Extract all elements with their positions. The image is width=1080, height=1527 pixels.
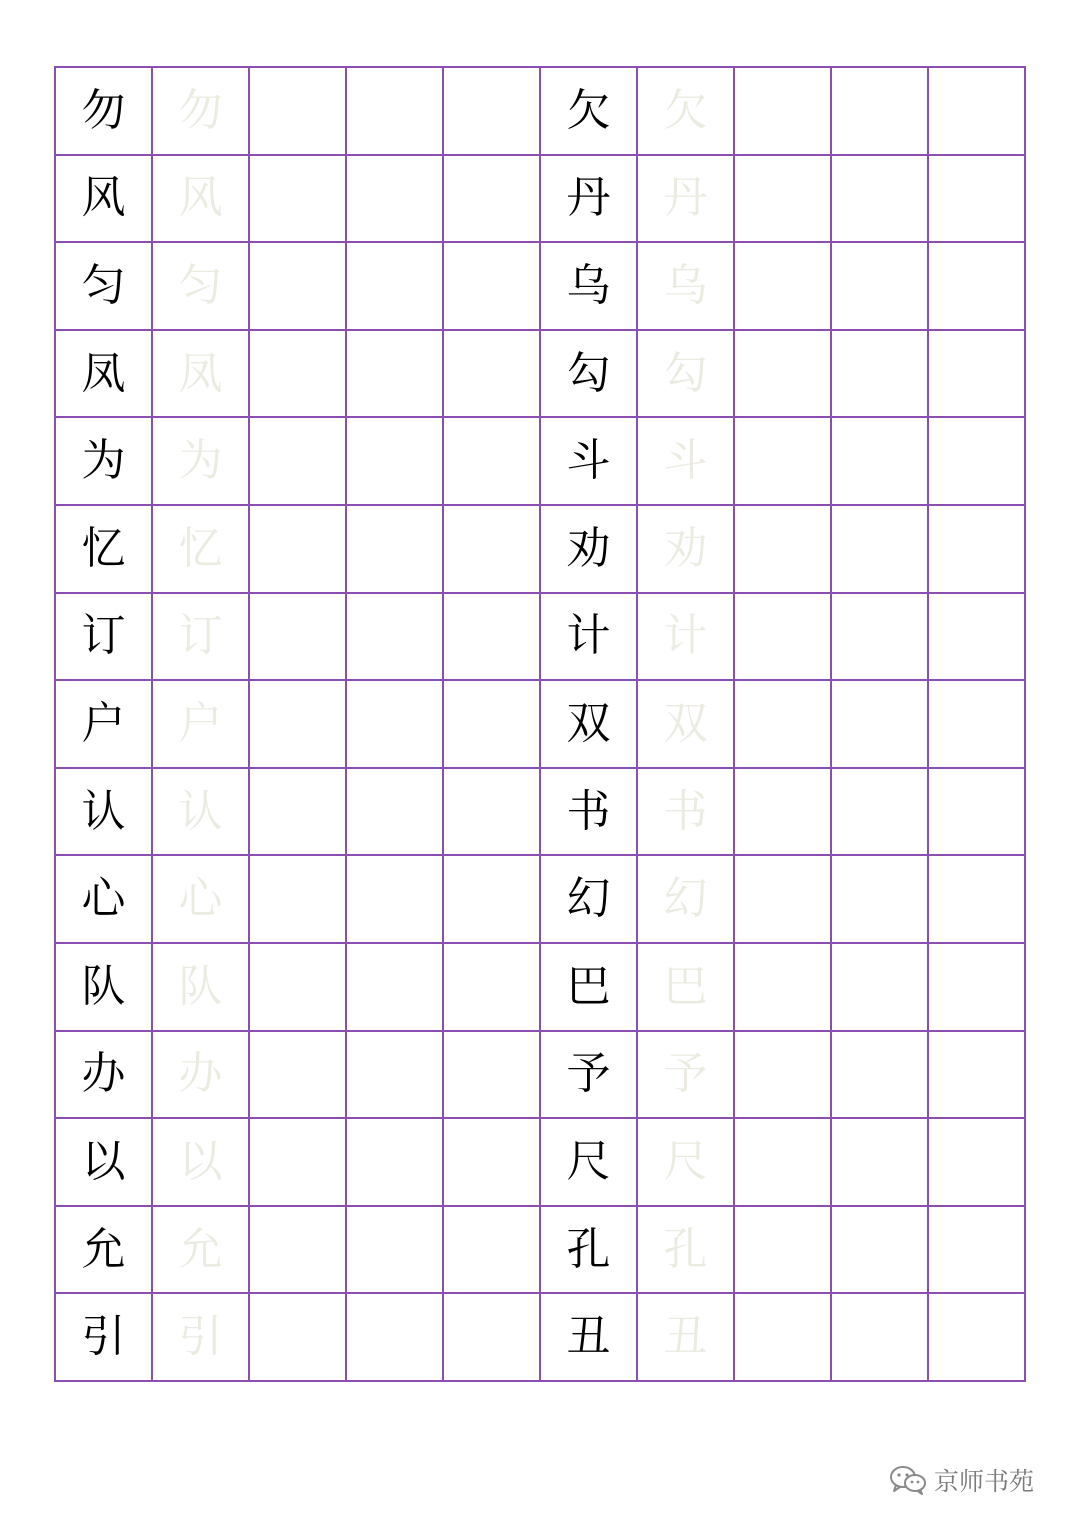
blank-writing-cell (735, 1207, 832, 1295)
model-character-cell: 予 (541, 1032, 638, 1120)
blank-writing-cell (347, 1207, 444, 1295)
model-character-cell: 凤 (56, 331, 153, 419)
blank-writing-cell (832, 769, 929, 857)
trace-character-cell: 勾 (638, 331, 735, 419)
trace-character-cell: 风 (153, 156, 250, 244)
model-character-cell: 忆 (56, 506, 153, 594)
model-character-cell: 巴 (541, 944, 638, 1032)
blank-writing-cell (735, 1294, 832, 1382)
blank-writing-cell (735, 1032, 832, 1120)
blank-writing-cell (735, 156, 832, 244)
model-character-cell: 认 (56, 769, 153, 857)
blank-writing-cell (250, 856, 347, 944)
trace-character-cell: 乌 (638, 243, 735, 331)
blank-writing-cell (735, 594, 832, 682)
blank-writing-cell (832, 1207, 929, 1295)
trace-character-cell: 斗 (638, 418, 735, 506)
model-character-cell: 孔 (541, 1207, 638, 1295)
model-character-cell: 丹 (541, 156, 638, 244)
trace-character-cell: 心 (153, 856, 250, 944)
blank-writing-cell (444, 856, 541, 944)
blank-writing-cell (735, 68, 832, 156)
blank-writing-cell (444, 944, 541, 1032)
blank-writing-cell (250, 331, 347, 419)
trace-character-cell: 队 (153, 944, 250, 1032)
blank-writing-cell (444, 506, 541, 594)
blank-writing-cell (735, 769, 832, 857)
blank-writing-cell (832, 156, 929, 244)
model-character-cell: 允 (56, 1207, 153, 1295)
model-character-cell: 双 (541, 681, 638, 769)
blank-writing-cell (832, 331, 929, 419)
blank-writing-cell (929, 506, 1026, 594)
blank-writing-cell (832, 243, 929, 331)
model-character-cell: 办 (56, 1032, 153, 1120)
blank-writing-cell (347, 156, 444, 244)
blank-writing-cell (444, 243, 541, 331)
watermark-text: 京师书苑 (934, 1467, 1035, 1496)
blank-writing-cell (832, 1119, 929, 1207)
blank-writing-cell (250, 243, 347, 331)
blank-writing-cell (347, 1119, 444, 1207)
blank-writing-cell (929, 1119, 1026, 1207)
blank-writing-cell (347, 331, 444, 419)
blank-writing-cell (929, 681, 1026, 769)
blank-writing-cell (347, 506, 444, 594)
model-character-cell: 风 (56, 156, 153, 244)
blank-writing-cell (832, 681, 929, 769)
blank-writing-cell (250, 1119, 347, 1207)
blank-writing-cell (929, 68, 1026, 156)
trace-character-cell: 劝 (638, 506, 735, 594)
trace-character-cell: 孔 (638, 1207, 735, 1295)
blank-writing-cell (250, 944, 347, 1032)
blank-writing-cell (444, 681, 541, 769)
blank-writing-cell (250, 1294, 347, 1382)
blank-writing-cell (444, 418, 541, 506)
blank-writing-cell (347, 1032, 444, 1120)
blank-writing-cell (735, 243, 832, 331)
blank-writing-cell (250, 1032, 347, 1120)
blank-writing-cell (929, 331, 1026, 419)
blank-writing-cell (735, 418, 832, 506)
blank-writing-cell (929, 1032, 1026, 1120)
blank-writing-cell (347, 594, 444, 682)
trace-character-cell: 幻 (638, 856, 735, 944)
model-character-cell: 引 (56, 1294, 153, 1382)
blank-writing-cell (347, 418, 444, 506)
blank-writing-cell (735, 856, 832, 944)
blank-writing-cell (832, 418, 929, 506)
blank-writing-cell (832, 1294, 929, 1382)
model-character-cell: 乌 (541, 243, 638, 331)
blank-writing-cell (444, 769, 541, 857)
blank-writing-cell (832, 594, 929, 682)
blank-writing-cell (735, 331, 832, 419)
trace-character-cell: 丹 (638, 156, 735, 244)
model-character-cell: 心 (56, 856, 153, 944)
wechat-icon (888, 1464, 928, 1496)
blank-writing-cell (250, 506, 347, 594)
blank-writing-cell (929, 856, 1026, 944)
blank-writing-cell (929, 156, 1026, 244)
trace-character-cell: 予 (638, 1032, 735, 1120)
blank-writing-cell (832, 856, 929, 944)
trace-character-cell: 以 (153, 1119, 250, 1207)
model-character-cell: 匀 (56, 243, 153, 331)
model-character-cell: 计 (541, 594, 638, 682)
model-character-cell: 为 (56, 418, 153, 506)
blank-writing-cell (250, 68, 347, 156)
blank-writing-cell (250, 594, 347, 682)
watermark (888, 1462, 1034, 1498)
model-character-cell: 劝 (541, 506, 638, 594)
model-character-cell: 队 (56, 944, 153, 1032)
blank-writing-cell (929, 243, 1026, 331)
blank-writing-cell (444, 156, 541, 244)
blank-writing-cell (929, 1294, 1026, 1382)
model-character-cell: 勾 (541, 331, 638, 419)
blank-writing-cell (444, 1032, 541, 1120)
blank-writing-cell (735, 1119, 832, 1207)
blank-writing-cell (347, 68, 444, 156)
trace-character-cell: 匀 (153, 243, 250, 331)
trace-character-cell: 引 (153, 1294, 250, 1382)
blank-writing-cell (444, 594, 541, 682)
trace-character-cell: 忆 (153, 506, 250, 594)
model-character-cell: 丑 (541, 1294, 638, 1382)
blank-writing-cell (347, 944, 444, 1032)
trace-character-cell: 户 (153, 681, 250, 769)
practice-grid (54, 66, 1026, 1382)
blank-writing-cell (444, 1119, 541, 1207)
model-character-cell: 以 (56, 1119, 153, 1207)
blank-writing-cell (444, 1207, 541, 1295)
trace-character-cell: 尺 (638, 1119, 735, 1207)
blank-writing-cell (735, 681, 832, 769)
blank-writing-cell (832, 944, 929, 1032)
trace-character-cell: 认 (153, 769, 250, 857)
trace-character-cell: 计 (638, 594, 735, 682)
blank-writing-cell (735, 944, 832, 1032)
trace-character-cell: 凤 (153, 331, 250, 419)
blank-writing-cell (250, 769, 347, 857)
trace-character-cell: 勿 (153, 68, 250, 156)
blank-writing-cell (444, 331, 541, 419)
blank-writing-cell (929, 594, 1026, 682)
model-character-cell: 斗 (541, 418, 638, 506)
model-character-cell: 书 (541, 769, 638, 857)
trace-character-cell: 欠 (638, 68, 735, 156)
blank-writing-cell (832, 506, 929, 594)
model-character-cell: 订 (56, 594, 153, 682)
trace-character-cell: 丑 (638, 1294, 735, 1382)
blank-writing-cell (250, 156, 347, 244)
blank-writing-cell (250, 681, 347, 769)
blank-writing-cell (929, 1207, 1026, 1295)
blank-writing-cell (250, 418, 347, 506)
trace-character-cell: 订 (153, 594, 250, 682)
blank-writing-cell (444, 68, 541, 156)
blank-writing-cell (347, 243, 444, 331)
trace-character-cell: 办 (153, 1032, 250, 1120)
model-character-cell: 幻 (541, 856, 638, 944)
blank-writing-cell (735, 506, 832, 594)
blank-writing-cell (250, 1207, 347, 1295)
trace-character-cell: 双 (638, 681, 735, 769)
trace-character-cell: 巴 (638, 944, 735, 1032)
trace-character-cell: 书 (638, 769, 735, 857)
blank-writing-cell (347, 1294, 444, 1382)
blank-writing-cell (832, 68, 929, 156)
blank-writing-cell (444, 1294, 541, 1382)
blank-writing-cell (347, 769, 444, 857)
blank-writing-cell (347, 856, 444, 944)
model-character-cell: 勿 (56, 68, 153, 156)
trace-character-cell: 允 (153, 1207, 250, 1295)
blank-writing-cell (832, 1032, 929, 1120)
blank-writing-cell (929, 418, 1026, 506)
model-character-cell: 户 (56, 681, 153, 769)
blank-writing-cell (929, 944, 1026, 1032)
blank-writing-cell (347, 681, 444, 769)
model-character-cell: 尺 (541, 1119, 638, 1207)
blank-writing-cell (929, 769, 1026, 857)
model-character-cell: 欠 (541, 68, 638, 156)
trace-character-cell: 为 (153, 418, 250, 506)
